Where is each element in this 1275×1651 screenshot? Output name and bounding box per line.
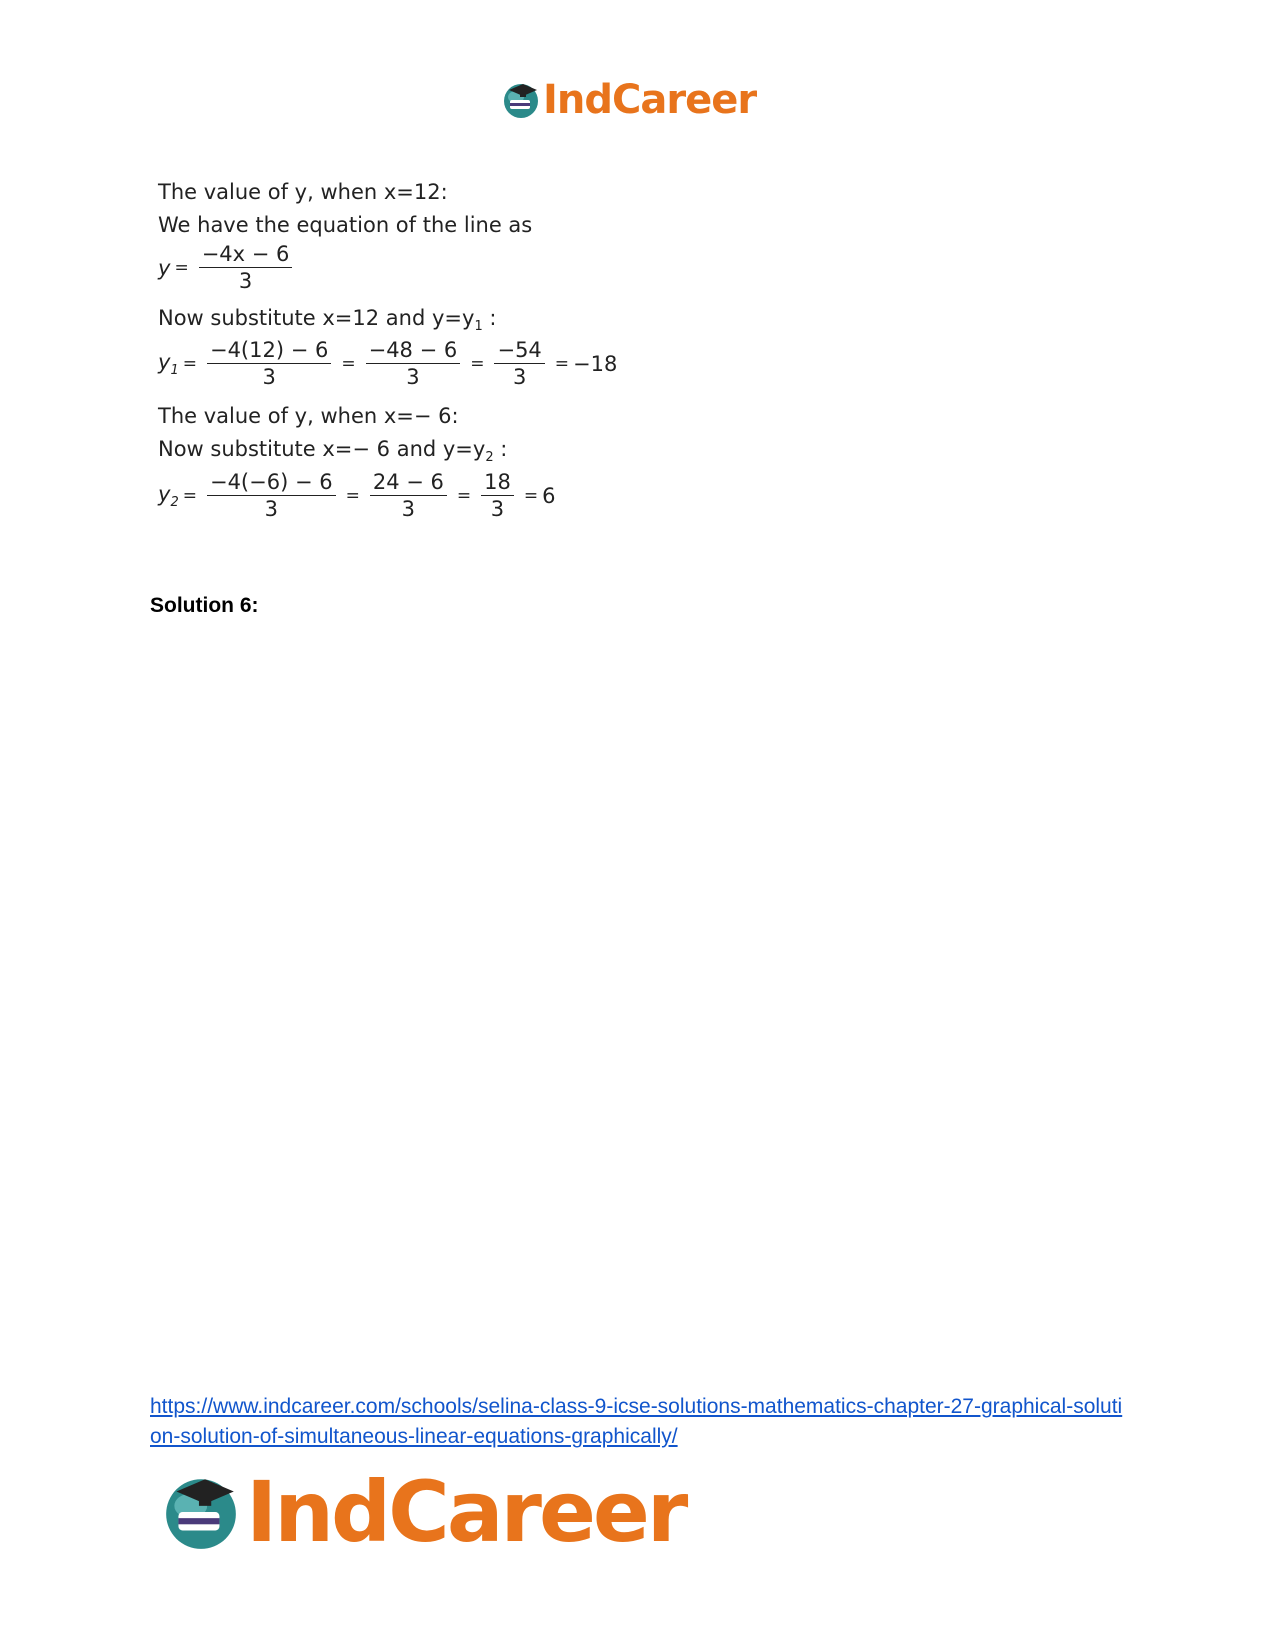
equals-sign: = [554, 353, 570, 374]
equation-result: −18 [573, 351, 618, 376]
equals-sign: = [341, 353, 356, 374]
header-logo [501, 77, 757, 123]
fraction [199, 242, 293, 293]
subscript: 1 [474, 319, 483, 335]
equals-sign: = [523, 485, 539, 506]
equals-sign: = [182, 353, 197, 374]
globe-graduation-cap-icon [501, 80, 541, 120]
fraction [207, 470, 336, 521]
fraction-denominator: 3 [512, 365, 527, 390]
fraction [494, 338, 544, 389]
fraction-denominator: 3 [406, 365, 420, 390]
fraction-denominator: 3 [401, 497, 416, 522]
equals-sign: = [182, 485, 197, 506]
text-fragment: : [493, 437, 508, 461]
text-fragment: Now substitute x=− 6 and y=y [158, 437, 486, 461]
equals-sign: = [470, 353, 485, 374]
fraction-denominator: 3 [262, 365, 276, 390]
fraction-numerator: 18 [481, 470, 514, 496]
equation-line [158, 338, 617, 389]
equation-line [158, 470, 555, 521]
fraction [207, 338, 331, 389]
fraction-numerator: −4(−6) − 6 [207, 470, 336, 496]
text-fragment: Now substitute x=12 and y=y [158, 306, 475, 330]
text-fragment: : [482, 306, 497, 330]
fraction-numerator: −4(12) − 6 [207, 338, 331, 364]
equals-sign: = [174, 257, 189, 278]
fraction-numerator: −48 − 6 [366, 338, 461, 364]
text-line [158, 437, 507, 465]
solution-heading: Solution 6: [150, 594, 259, 617]
fraction-numerator: −54 [494, 338, 544, 364]
fraction-numerator: −4x − 6 [199, 242, 293, 268]
footer-logo [160, 1463, 686, 1561]
text-line: The value of y, when x=12: [158, 180, 448, 204]
fraction [370, 470, 447, 521]
fraction-numerator: 24 − 6 [370, 470, 447, 496]
source-url-link[interactable]: https://www.indcareer.com/schools/selina-class-9-icse-solutions-mathematics-chapter-27-graphical-solution-solution-of-simultaneous-linear-equations-graphically/ [150, 1395, 1123, 1448]
fraction [366, 338, 461, 389]
fraction-denominator: 3 [264, 497, 278, 522]
logo-wordmark: IndCareer [543, 77, 757, 123]
text-line: We have the equation of the line as [158, 213, 533, 237]
subscript: 2 [485, 450, 494, 466]
globe-graduation-cap-icon [160, 1471, 242, 1553]
text-line [158, 306, 496, 334]
text-line: The value of y, when x=− 6: [158, 404, 459, 428]
equation-lhs: $y_2$ [158, 481, 179, 510]
fraction-denominator: 3 [238, 269, 253, 294]
equals-sign: = [456, 485, 472, 506]
equation-lhs: $y_1$ [158, 349, 179, 378]
equation-result: 6 [542, 483, 556, 508]
equals-sign: = [345, 485, 360, 506]
equation-lhs: y [158, 255, 171, 280]
logo-wordmark: IndCareer [246, 1463, 686, 1561]
fraction [481, 470, 514, 521]
fraction-denominator: 3 [490, 497, 505, 522]
equation-line [158, 242, 298, 293]
